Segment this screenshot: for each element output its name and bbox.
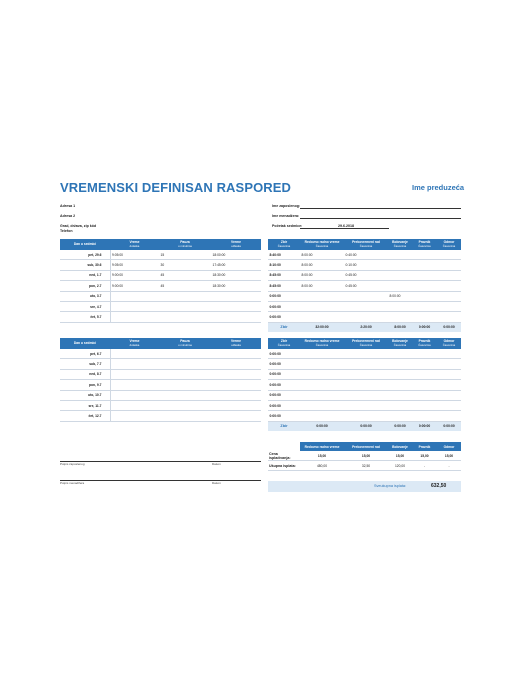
table-header-row xyxy=(60,239,261,250)
ot-hours-cell[interactable] xyxy=(344,359,388,369)
total-hours-cell: 0:00:00 xyxy=(268,390,300,400)
total-hours-cell: 0:00:00 xyxy=(268,380,300,390)
reg-hours-cell[interactable] xyxy=(300,301,344,311)
pause-cell[interactable] xyxy=(159,359,211,369)
total-hours-cell: 8:40:00 xyxy=(268,250,300,260)
company-name: Ime preduzeća xyxy=(412,183,465,192)
week1-hours-table xyxy=(268,239,461,332)
hol-hours-cell[interactable] xyxy=(412,411,437,421)
table-row xyxy=(60,281,261,291)
col-time-in: Vreme dolaska xyxy=(110,239,159,250)
manager-name-label: Ime menadžera: xyxy=(272,214,300,218)
vac-hours-cell[interactable] xyxy=(437,380,461,390)
pause-cell[interactable] xyxy=(159,411,211,421)
hol-hours-cell[interactable] xyxy=(412,250,437,260)
reg-hours-cell[interactable] xyxy=(300,380,344,390)
table-header-row: Zbir Časovima Redovno radno vreme Časovima Prekovremeni rad Časovima Bolovanje Časovima Praznik Časovima Odmor Časovima xyxy=(268,338,461,349)
in-cell[interactable] xyxy=(110,380,159,390)
table-row xyxy=(60,301,261,311)
pause-cell[interactable]: 15 xyxy=(159,250,211,260)
pause-cell[interactable]: 45 xyxy=(159,270,211,280)
col-pause: Pauza u minutima xyxy=(159,239,211,250)
day-cell: ned, 8.7 xyxy=(60,369,110,379)
in-cell[interactable] xyxy=(110,312,159,322)
sick-hours-cell[interactable] xyxy=(388,411,412,421)
sick-hours-cell[interactable] xyxy=(388,312,412,322)
table-row xyxy=(60,260,261,270)
sick-hours-cell[interactable] xyxy=(388,369,412,379)
week1-time-table xyxy=(60,239,261,323)
pause-cell[interactable] xyxy=(159,380,211,390)
reg-hours-cell[interactable] xyxy=(300,312,344,322)
hol-hours-cell[interactable] xyxy=(412,312,437,322)
table-row xyxy=(60,291,261,301)
table-row xyxy=(268,270,461,280)
reg-hours-cell[interactable] xyxy=(300,359,344,369)
table-row xyxy=(60,349,261,359)
in-cell[interactable] xyxy=(110,349,159,359)
ot-hours-cell[interactable]: 0:45:00 xyxy=(344,270,388,280)
vac-hours-cell[interactable] xyxy=(437,359,461,369)
manager-signature-line[interactable] xyxy=(60,480,261,481)
vac-hours-cell[interactable] xyxy=(437,411,461,421)
hol-hours-cell[interactable] xyxy=(412,369,437,379)
manager-signature-date-label: Datum xyxy=(212,481,221,485)
out-cell[interactable] xyxy=(211,312,261,322)
vac-hours-cell[interactable] xyxy=(437,250,461,260)
sick-hours-cell[interactable] xyxy=(388,301,412,311)
reg-hours-cell[interactable] xyxy=(300,411,344,421)
ot-hours-cell[interactable]: 0:45:00 xyxy=(344,281,388,291)
out-cell[interactable]: 18:30:00 xyxy=(211,281,261,291)
sick-hours-cell[interactable] xyxy=(388,281,412,291)
table-row xyxy=(268,349,461,359)
vac-hours-cell[interactable] xyxy=(437,390,461,400)
grand-total-value: 632,50 xyxy=(431,483,447,489)
table-row xyxy=(268,291,461,301)
ot-hours-cell[interactable] xyxy=(344,369,388,379)
sick-hours-cell[interactable] xyxy=(388,250,412,260)
table-row xyxy=(60,270,261,280)
sick-hours-cell[interactable] xyxy=(388,260,412,270)
table-header-row: Dan u sedmici Vreme dolaska Pauza u minutima Vreme odlaska xyxy=(60,338,261,349)
day-cell: sub, 30.6 xyxy=(60,260,110,270)
pause-cell[interactable] xyxy=(159,291,211,301)
out-cell[interactable] xyxy=(211,349,261,359)
in-cell[interactable]: 9:00:00 xyxy=(110,281,159,291)
table-row xyxy=(268,390,461,400)
table-row xyxy=(268,400,461,410)
out-cell[interactable]: 18:00:00 xyxy=(211,250,261,260)
table-row xyxy=(268,380,461,390)
total-hours-cell: 0:00:00 xyxy=(268,312,300,322)
in-cell[interactable]: 9:05:00 xyxy=(110,260,159,270)
employee-signature-line[interactable] xyxy=(60,461,261,462)
day-cell: pon, 9.7 xyxy=(60,380,110,390)
manager-name-field[interactable] xyxy=(300,218,461,219)
out-cell[interactable] xyxy=(211,400,261,410)
in-cell[interactable] xyxy=(110,301,159,311)
table-row xyxy=(60,369,261,379)
table-row xyxy=(268,301,461,311)
phone-label: Telefon xyxy=(60,229,73,233)
day-cell: pet, 6.7 xyxy=(60,349,110,359)
week1-total-label: Zbir xyxy=(268,322,300,332)
day-cell: čet, 12.7 xyxy=(60,411,110,421)
pause-cell[interactable] xyxy=(159,312,211,322)
pause-cell[interactable] xyxy=(159,301,211,311)
day-cell: sub, 7.7 xyxy=(60,359,110,369)
day-cell: pet, 29.6 xyxy=(60,250,110,260)
table-row xyxy=(268,312,461,322)
table-row xyxy=(268,260,461,270)
in-cell[interactable] xyxy=(110,359,159,369)
pause-cell[interactable]: 30 xyxy=(159,260,211,270)
table-row xyxy=(60,312,261,322)
city-label: Grad, država, zip kôd xyxy=(60,224,97,228)
in-cell[interactable] xyxy=(110,400,159,410)
day-cell: sre, 4.7 xyxy=(60,301,110,311)
ot-hours-cell[interactable] xyxy=(344,312,388,322)
vac-hours-cell[interactable] xyxy=(437,291,461,301)
table-row xyxy=(268,281,461,291)
vac-hours-cell[interactable] xyxy=(437,400,461,410)
ot-hours-cell[interactable] xyxy=(344,400,388,410)
week2-hours-table xyxy=(268,338,461,431)
total-hours-cell: 0:00:00 xyxy=(268,301,300,311)
pause-cell[interactable] xyxy=(159,349,211,359)
day-cell: uto, 3.7 xyxy=(60,291,110,301)
table-row xyxy=(60,411,261,421)
pause-cell[interactable] xyxy=(159,400,211,410)
week2-total-label: Zbir xyxy=(268,421,300,431)
total-hours-cell: 0:00:00 xyxy=(268,400,300,410)
manager-signature-label: Potpis menadžera xyxy=(60,481,85,485)
out-cell[interactable] xyxy=(211,359,261,369)
out-cell[interactable] xyxy=(211,301,261,311)
in-cell[interactable] xyxy=(110,369,159,379)
day-cell: pon, 2.7 xyxy=(60,281,110,291)
hol-hours-cell[interactable] xyxy=(412,281,437,291)
sick-hours-cell[interactable] xyxy=(388,359,412,369)
table-row xyxy=(268,250,461,260)
vac-hours-cell[interactable] xyxy=(437,312,461,322)
col-time-out: Vreme odlaska xyxy=(211,239,261,250)
sick-hours-cell[interactable] xyxy=(388,400,412,410)
pay-rate-row: Cena isplaćivanja: 15,00 15,00 15,00 15,00 15,00 xyxy=(268,451,461,461)
vac-hours-cell[interactable] xyxy=(437,260,461,270)
day-cell: sre, 11.7 xyxy=(60,400,110,410)
week2-total-row: Zbir 0:00:00 0:00:00 0:00:00 0:00:00 0:00:00 xyxy=(268,421,461,431)
week-start-value: 29.6.2018 xyxy=(338,224,354,228)
table-row xyxy=(60,250,261,260)
ot-hours-cell[interactable] xyxy=(344,301,388,311)
reg-hours-cell[interactable] xyxy=(300,369,344,379)
grand-total-box xyxy=(268,481,461,492)
ot-hours-cell[interactable] xyxy=(344,411,388,421)
ot-hours-cell[interactable]: 0:40:00 xyxy=(344,250,388,260)
page-title: VREMENSKI DEFINISAN RASPORED xyxy=(60,180,292,195)
out-cell[interactable]: 18:30:00 xyxy=(211,270,261,280)
pause-cell[interactable] xyxy=(159,390,211,400)
week2-time-table xyxy=(60,338,261,422)
employee-signature-date-label: Datum xyxy=(212,462,221,466)
out-cell[interactable] xyxy=(211,291,261,301)
vac-hours-cell[interactable] xyxy=(437,349,461,359)
table-row xyxy=(60,359,261,369)
out-cell[interactable] xyxy=(211,369,261,379)
hol-hours-cell[interactable] xyxy=(412,291,437,301)
sick-hours-cell[interactable] xyxy=(388,270,412,280)
table-row xyxy=(60,390,261,400)
pause-cell[interactable] xyxy=(159,369,211,379)
hol-hours-cell[interactable] xyxy=(412,380,437,390)
ot-hours-cell[interactable] xyxy=(344,291,388,301)
ot-hours-cell[interactable] xyxy=(344,349,388,359)
day-cell: uto, 10.7 xyxy=(60,390,110,400)
employee-name-label: Ime zaposlenog: xyxy=(272,204,301,208)
vac-hours-cell[interactable] xyxy=(437,270,461,280)
sick-hours-cell[interactable] xyxy=(388,390,412,400)
total-hours-cell: 0:00:00 xyxy=(268,359,300,369)
reg-hours-cell[interactable]: 8:00:00 xyxy=(300,281,344,291)
ot-hours-cell[interactable] xyxy=(344,390,388,400)
sick-hours-cell[interactable] xyxy=(388,349,412,359)
total-hours-cell: 0:00:00 xyxy=(268,291,300,301)
ot-hours-cell[interactable]: 0:10:00 xyxy=(344,260,388,270)
grand-total-label: Sveukupna isplata: xyxy=(374,484,407,488)
out-cell[interactable] xyxy=(211,411,261,421)
in-cell[interactable] xyxy=(110,291,159,301)
reg-hours-cell[interactable] xyxy=(300,400,344,410)
table-row xyxy=(60,380,261,390)
week1-total-row: Zbir 32:00:00 2:20:00 8:00:00 0:00:00 0:00:00 xyxy=(268,322,461,332)
table-row xyxy=(268,411,461,421)
hol-hours-cell[interactable] xyxy=(412,359,437,369)
out-cell[interactable] xyxy=(211,380,261,390)
in-cell[interactable] xyxy=(110,411,159,421)
total-hours-cell: 0:00:00 xyxy=(268,369,300,379)
summary-header-row: Redovno radno vreme Prekovremeni rad Bolovanje Praznik Odmor xyxy=(268,442,461,451)
reg-hours-cell[interactable]: 8:00:00 xyxy=(300,260,344,270)
day-cell: ned, 1.7 xyxy=(60,270,110,280)
hol-hours-cell[interactable] xyxy=(412,390,437,400)
total-hours-cell: 8:45:00 xyxy=(268,281,300,291)
address-2-label: Adresa 2 xyxy=(60,214,76,218)
ot-hours-cell[interactable] xyxy=(344,380,388,390)
hol-hours-cell[interactable] xyxy=(412,270,437,280)
hol-hours-cell[interactable] xyxy=(412,400,437,410)
hol-hours-cell[interactable] xyxy=(412,349,437,359)
pause-cell[interactable]: 45 xyxy=(159,281,211,291)
total-hours-cell: 0:00:00 xyxy=(268,411,300,421)
vac-hours-cell[interactable] xyxy=(437,369,461,379)
reg-hours-cell[interactable] xyxy=(300,291,344,301)
week-start-field[interactable] xyxy=(300,228,389,229)
reg-hours-cell[interactable]: 8:00:00 xyxy=(300,270,344,280)
sick-hours-cell[interactable]: 8:00:00 xyxy=(388,291,412,301)
total-hours-cell: 8:10:00 xyxy=(268,260,300,270)
hol-hours-cell[interactable] xyxy=(412,301,437,311)
in-cell[interactable]: 9:00:00 xyxy=(110,270,159,280)
in-cell[interactable]: 9:05:00 xyxy=(110,250,159,260)
pay-summary-table xyxy=(268,442,461,471)
col-day: Dan u sedmici xyxy=(60,239,110,250)
employee-signature-label: Potpis zaposlenog xyxy=(60,462,85,466)
out-cell[interactable]: 17:45:00 xyxy=(211,260,261,270)
day-cell: čet, 5.7 xyxy=(60,312,110,322)
reg-hours-cell[interactable] xyxy=(300,390,344,400)
table-row xyxy=(268,369,461,379)
table-row xyxy=(60,400,261,410)
out-cell[interactable] xyxy=(211,390,261,400)
total-hours-cell: 8:45:00 xyxy=(268,270,300,280)
employee-name-field[interactable] xyxy=(300,208,461,209)
sick-hours-cell[interactable] xyxy=(388,380,412,390)
total-pay-row: Ukupna isplata: 480,00 32,50 120,00 - - xyxy=(268,461,461,471)
vac-hours-cell[interactable] xyxy=(437,301,461,311)
hol-hours-cell[interactable] xyxy=(412,260,437,270)
week-start-label: Početak sedmice: xyxy=(272,224,303,228)
reg-hours-cell[interactable] xyxy=(300,349,344,359)
in-cell[interactable] xyxy=(110,390,159,400)
address-1-label: Adresa 1 xyxy=(60,204,76,208)
total-hours-cell: 0:00:00 xyxy=(268,349,300,359)
table-row xyxy=(268,359,461,369)
table-header-row: Zbir Časovima Redovno radno vreme Časovima Prekovremeni rad Časovima Bolovanje Časovima Praznik Časovima Odmor Časovima xyxy=(268,239,461,250)
vac-hours-cell[interactable] xyxy=(437,281,461,291)
reg-hours-cell[interactable]: 8:00:00 xyxy=(300,250,344,260)
